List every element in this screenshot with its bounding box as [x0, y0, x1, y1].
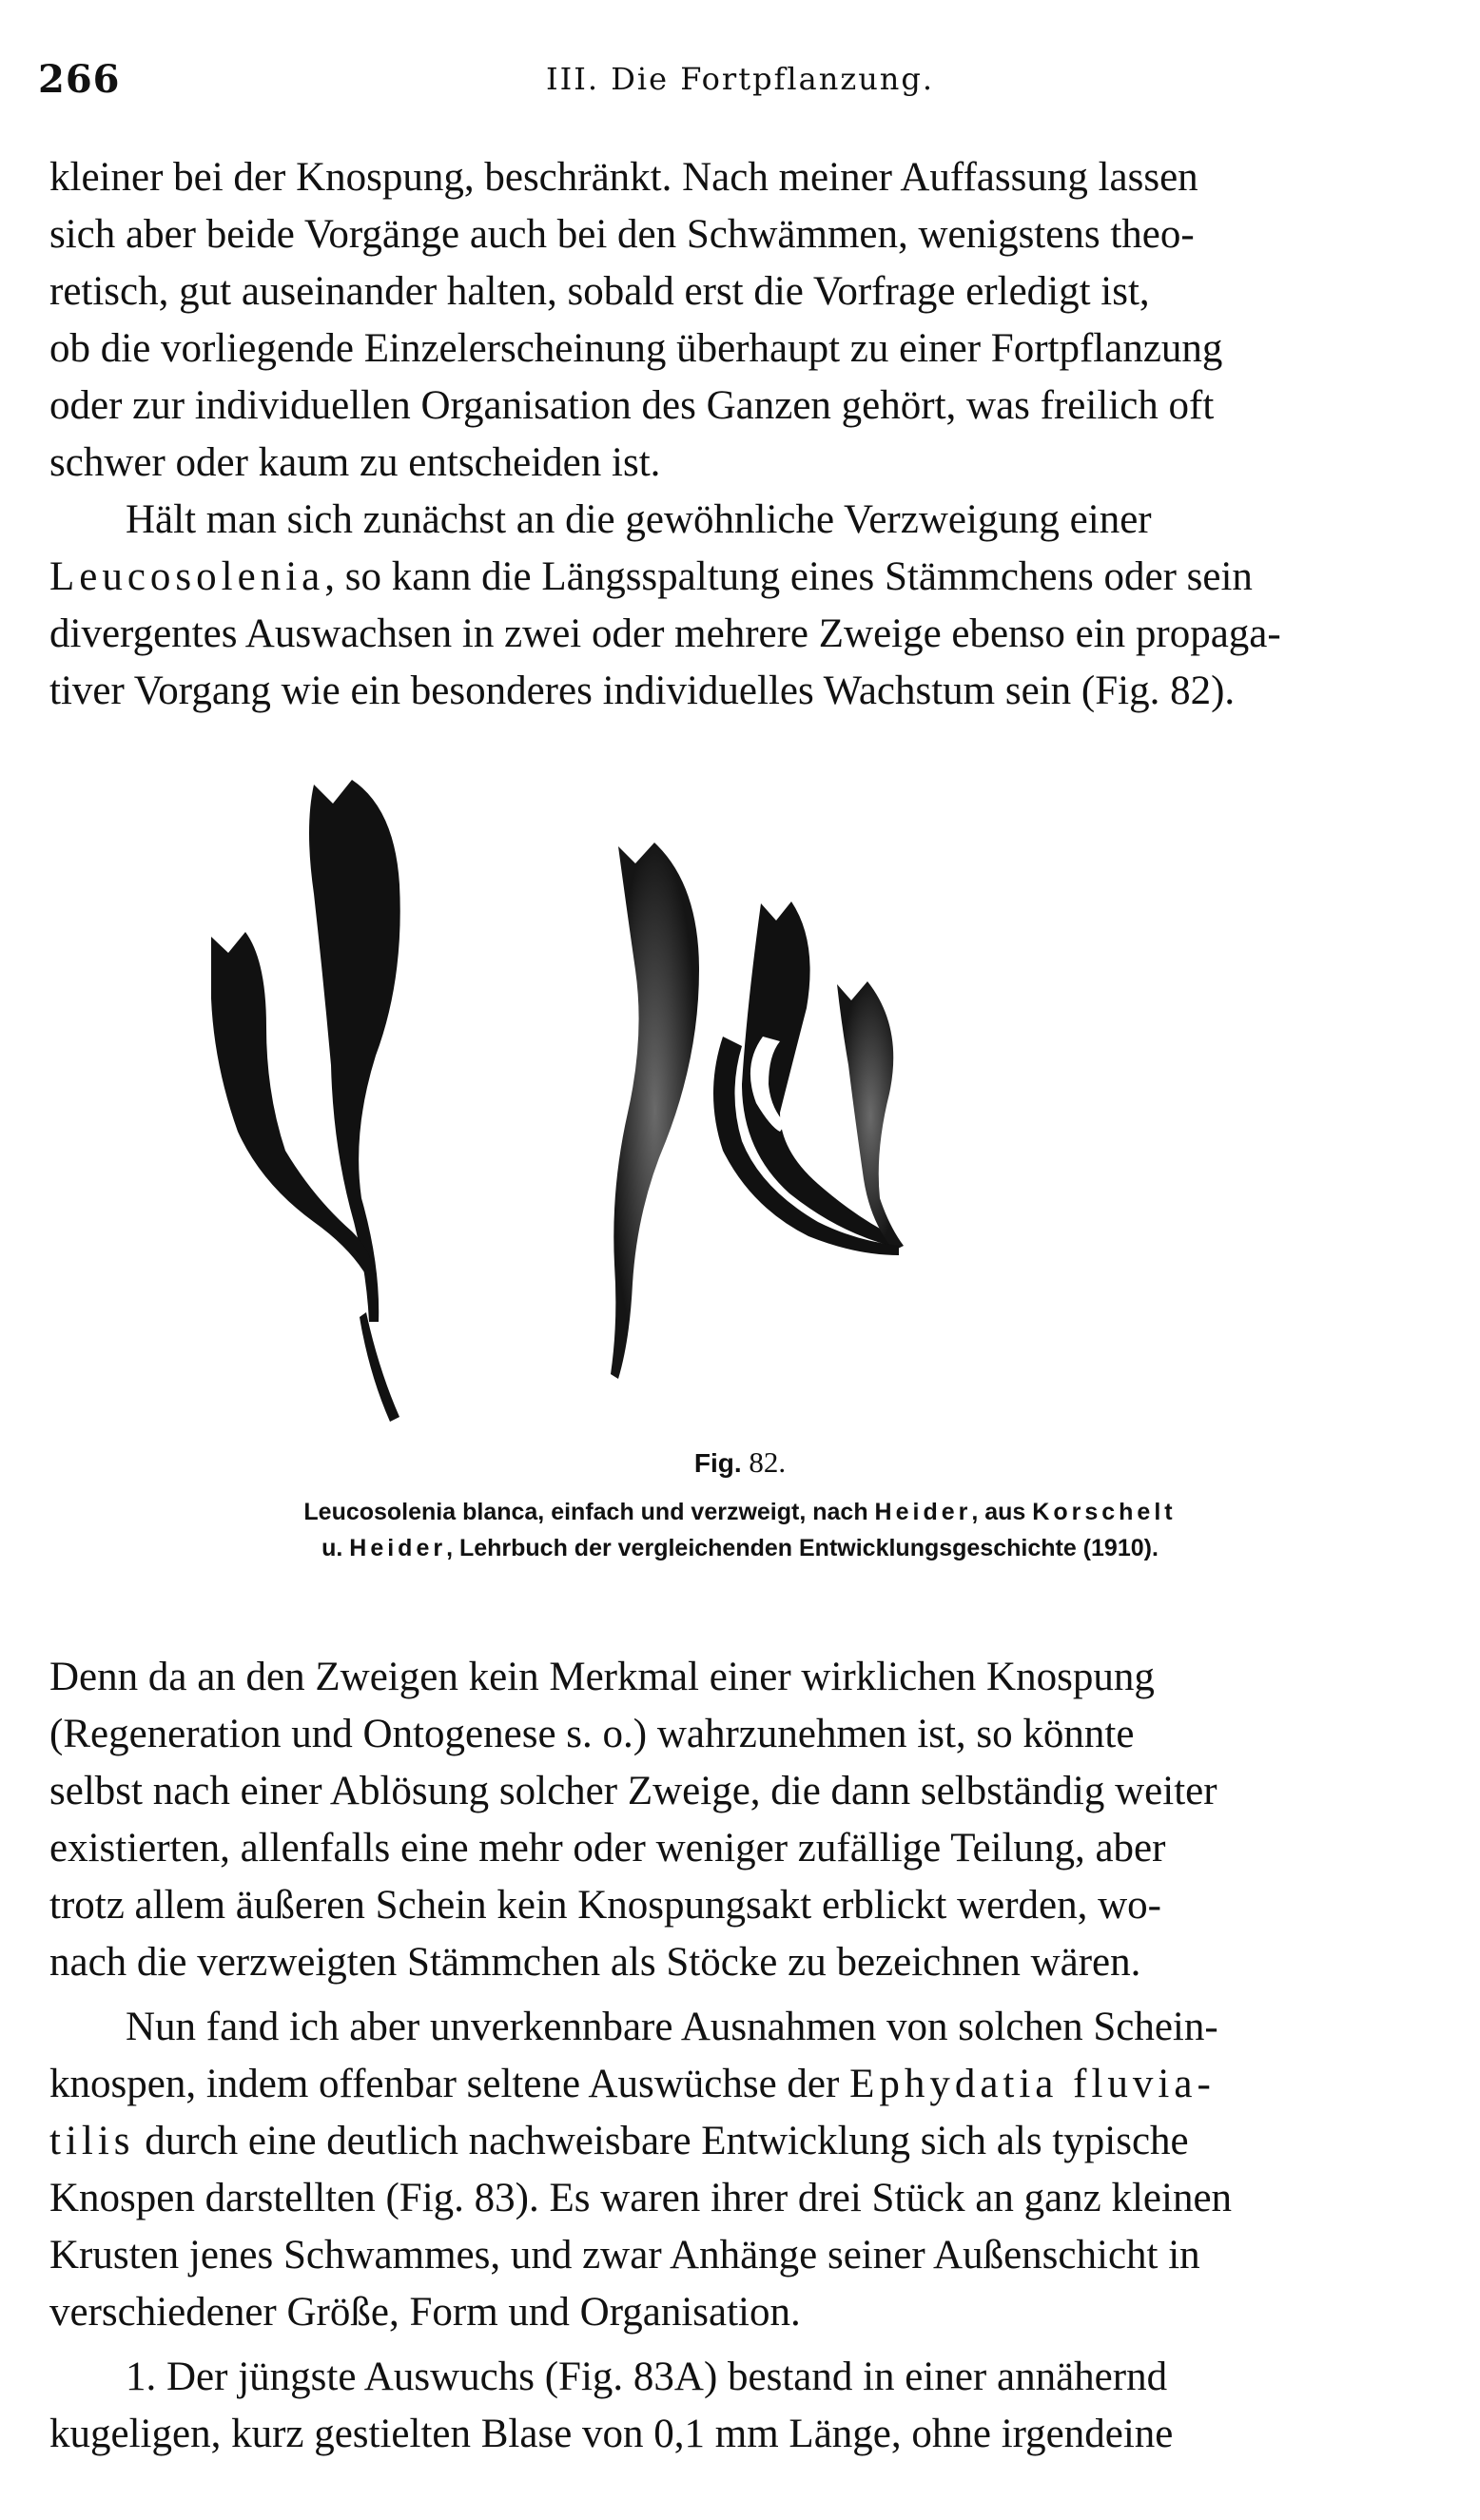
para3-line-5: trotz allem äußeren Schein kein Knospungsakt erblickt werden, wo-	[49, 1883, 1161, 1928]
para4-line-1: Nun fand ich aber unverkennbare Ausnahmen von solchen Schein-	[126, 2005, 1218, 2049]
para1-line-3: retisch, gut auseinander halten, sobald erst die Vorfrage erledigt ist,	[49, 269, 1150, 314]
para4-line-2-a: knospen, indem offenbar seltene Auswüchse der	[49, 2062, 840, 2106]
para1-line-5: oder zur individuellen Organisation des Ganzen gehört, was freilich oft	[49, 383, 1215, 428]
para3-line-6: nach die verzweigten Stämmchen als Stöcke zu bezeichnen wären.	[49, 1940, 1141, 1985]
figure-label-prefix: Fig.	[693, 1448, 742, 1478]
specimen-left-branched	[211, 780, 400, 1422]
species-ephydatia: Ephydatia fluvia-	[849, 2062, 1216, 2106]
para1-line-4: ob die vorliegende Einzelerscheinung überhaupt zu einer Fortpflanzung	[49, 326, 1223, 371]
page-header	[38, 57, 1442, 114]
para2-line-3: divergentes Auswachsen in zwei oder mehrere Zweige ebenso ein propaga-	[49, 611, 1281, 656]
para3-line-2: (Regeneration und Ontogenese s. o.) wahrzunehmen ist, so könnte	[49, 1712, 1135, 1756]
figure-number: 82.	[749, 1445, 787, 1479]
para4-line-4: Knospen darstellten (Fig. 83). Es waren ihrer drei Stück an ganz kleinen	[49, 2176, 1233, 2220]
para1-line-2: sich aber beide Vorgänge auch bei den Schwämmen, wenigstens theo-	[49, 212, 1195, 257]
specimen-middle-simple	[611, 843, 699, 1379]
para2-line-2-rest: , so kann die Längsspaltung eines Stämmchens oder sein	[324, 554, 1253, 599]
para1-line-1: kleiner bei der Knospung, beschränkt. Nach meiner Auffassung lassen	[49, 155, 1198, 200]
figure-label	[0, 1445, 1480, 1480]
para4-line-6: verschiedener Größe, Form und Organisation.	[49, 2290, 801, 2335]
caption-author-heider: Heider	[874, 1499, 972, 1525]
para2-line-2	[49, 550, 1436, 605]
running-title: III. Die Fortpflanzung.	[545, 61, 935, 97]
para5-line-1: 1. Der jüngste Auswuchs (Fig. 83A) bestand in einer annähernd	[126, 2355, 1168, 2399]
caption-u: u.	[321, 1535, 343, 1561]
specimen-right-branched	[713, 901, 904, 1255]
para3-line-3: selbst nach einer Ablösung solcher Zweige, die dann selbständig weiter	[49, 1769, 1217, 1813]
para3-line-1: Denn da an den Zweigen kein Merkmal einer wirklichen Knospung	[49, 1655, 1155, 1699]
caption-author-heider-2: Heider	[349, 1535, 447, 1561]
species-tilis: tilis	[49, 2119, 135, 2163]
para1-line-6: schwer oder kaum zu entscheiden ist.	[49, 440, 661, 485]
caption-species: Leucosolenia blanca, einfach und verzweigt, nach	[303, 1499, 868, 1525]
para4-line-5: Krusten jenes Schwammes, und zwar Anhänge seiner Außenschicht in	[49, 2233, 1200, 2278]
figure-caption-line-1	[114, 1495, 1366, 1529]
para4-line-2	[49, 2057, 1436, 2112]
para2-line-4: tiver Vorgang wie ein besonderes individuelles Wachstum sein (Fig. 82).	[49, 669, 1236, 713]
sponge-illustration	[171, 751, 1341, 1445]
para3-line-4: existierten, allenfalls eine mehr oder weniger zufällige Teilung, aber	[49, 1826, 1166, 1871]
para5-line-2: kugeligen, kurz gestielten Blase von 0,1 mm Länge, ohne irgendeine	[49, 2412, 1174, 2456]
caption-aus: , aus	[971, 1499, 1026, 1525]
para2-line-1: Hält man sich zunächst an die gewöhnliche Verzweigung einer	[126, 497, 1152, 542]
figure-82-drawing	[171, 751, 1341, 1445]
caption-book-title: , Lehrbuch der vergleichenden Entwicklungsgeschichte (1910).	[446, 1535, 1159, 1561]
para4-line-3-rest: durch eine deutlich nachweisbare Entwicklung sich als typische	[145, 2119, 1189, 2163]
genus-leucosolenia: Leucosolenia	[49, 554, 325, 599]
page-number: 266	[38, 57, 121, 102]
caption-author-korschelt: Korschelt	[1032, 1499, 1177, 1525]
figure-caption-line-2	[114, 1531, 1366, 1565]
para4-line-3	[49, 2114, 1436, 2169]
